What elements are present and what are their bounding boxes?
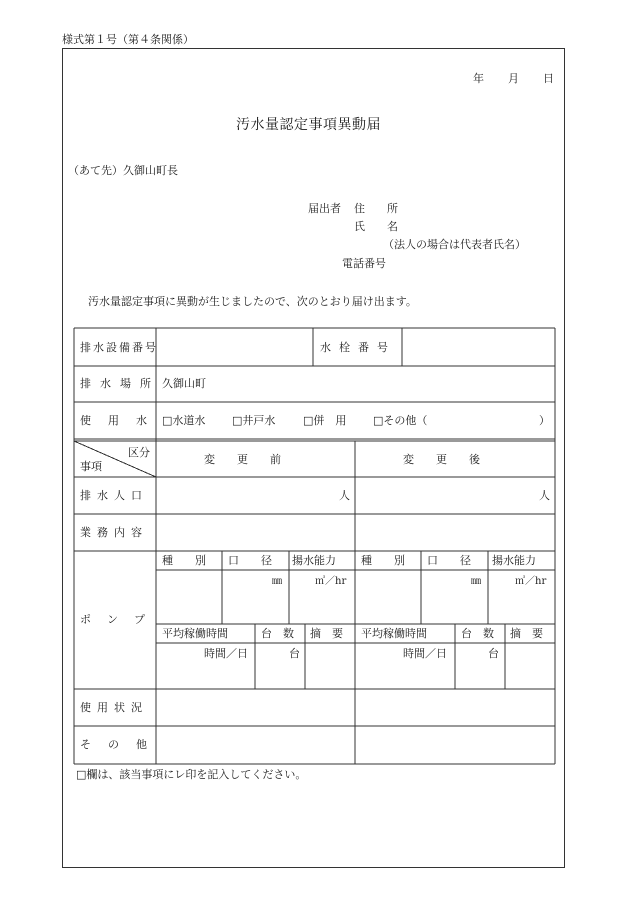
pump-after-hours-unit: 時間／日 — [403, 647, 447, 660]
pump-after-mm-unit: ㎜ — [471, 576, 481, 587]
drainage-location-value[interactable]: 久御山町 — [162, 377, 206, 390]
business-content-label: 業務内容 — [80, 526, 148, 539]
date-month-label: 月 — [508, 72, 519, 85]
population-before-unit: 人 — [339, 489, 350, 502]
notifier-label: 届出者 — [308, 202, 341, 215]
date-day-label: 日 — [543, 72, 554, 85]
pump-after-count: 台 数 — [461, 627, 494, 640]
document-title: 汚水量認定事項異動届 — [236, 117, 381, 133]
pump-after-m3hr-unit: ㎥／hr — [515, 576, 547, 587]
option-well-water[interactable]: □井戸水 — [232, 414, 276, 427]
pump-before-hours-unit: 時間／日 — [204, 647, 248, 660]
checkbox-footnote: □欄は、該当事項にレ印を記入してください。 — [76, 768, 307, 781]
pump-before-capacity: 揚水能力 — [292, 554, 336, 567]
water-usage-label: 使用水 — [80, 414, 164, 427]
usage-status-label: 使用状況 — [80, 701, 148, 714]
pump-label: ポンプ — [80, 613, 161, 626]
pump-after-count-unit: 台 — [488, 647, 499, 660]
pump-before-avg-time: 平均稼働時間 — [162, 627, 228, 640]
pump-before-mm-unit: ㎜ — [272, 576, 282, 587]
pump-after-kind: 種 別 — [361, 554, 405, 567]
pump-before-m3hr-unit: ㎥／hr — [315, 576, 347, 587]
option-tap-water[interactable]: □水道水 — [162, 414, 206, 427]
name-label: 氏 名 — [354, 220, 398, 233]
address-label: 住 所 — [354, 202, 398, 215]
pump-after-summary: 摘 要 — [510, 627, 543, 640]
intro-statement: 汚水量認定事項に異動が生じましたので、次のとおり届け出ます。 — [88, 295, 417, 308]
after-change-header: 変 更 後 — [403, 453, 480, 466]
option-other-close: ） — [539, 414, 550, 427]
drainage-population-label: 排水人口 — [80, 489, 148, 502]
date-year-label: 年 — [473, 72, 484, 85]
corporate-note: （法人の場合は代表者氏名） — [383, 238, 526, 251]
item-header-label: 事項 — [80, 460, 102, 473]
population-after-unit: 人 — [539, 489, 550, 502]
drainage-equipment-no-label: 排水設備番号 — [80, 341, 158, 354]
addressee: （あて先）久御山町長 — [68, 164, 178, 177]
pump-before-count-unit: 台 — [289, 647, 300, 660]
pump-after-avg-time: 平均稼働時間 — [361, 627, 427, 640]
category-header-label: 区分 — [128, 446, 150, 459]
option-other[interactable]: □その他（ — [373, 414, 428, 427]
pump-after-capacity: 揚水能力 — [492, 554, 536, 567]
pump-before-count: 台 数 — [261, 627, 294, 640]
phone-label: 電話番号 — [342, 257, 386, 270]
form-identifier: 様式第１号（第４条関係） — [62, 33, 194, 46]
others-label: その他 — [80, 738, 164, 751]
hydrant-no-label: 水栓番号 — [320, 341, 396, 354]
pump-after-diameter: 口 径 — [427, 554, 471, 567]
drainage-location-label: 排水場所 — [80, 377, 160, 390]
pump-before-summary: 摘 要 — [310, 627, 343, 640]
before-change-header: 変 更 前 — [204, 453, 281, 466]
option-combined[interactable]: □併 用 — [303, 414, 347, 427]
pump-before-diameter: 口 径 — [228, 554, 272, 567]
pump-before-kind: 種 別 — [162, 554, 206, 567]
